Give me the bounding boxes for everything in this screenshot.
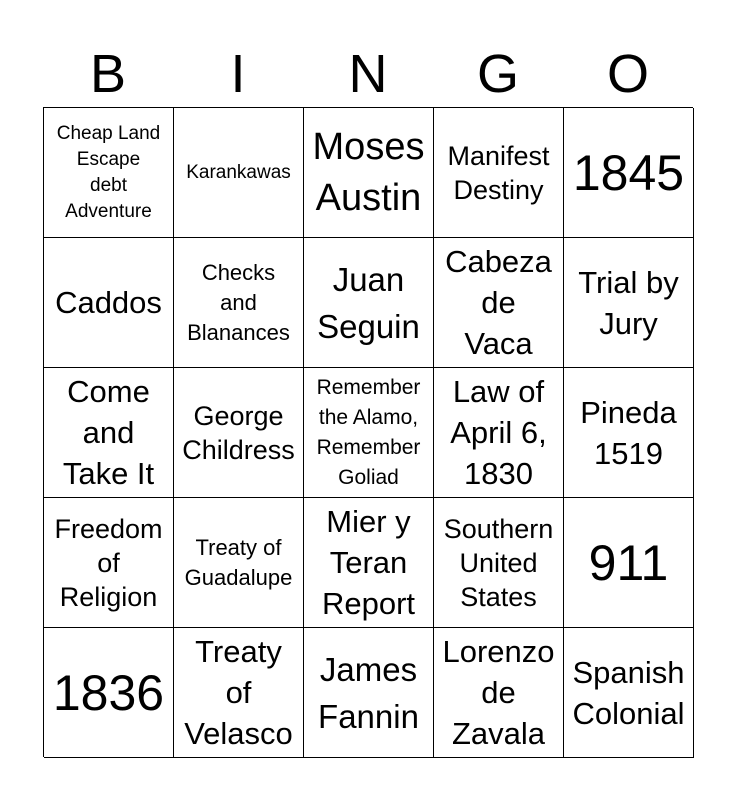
cell-text: Spanish Colonial [572,654,685,731]
cell-text: Southern United States [443,513,554,612]
cell-text: Come and Take It [62,374,155,491]
bingo-grid [43,107,693,757]
bingo-cell-r5-c5[interactable] [564,628,694,758]
bingo-cell-r3-c4[interactable] [434,368,564,498]
bingo-cell-r5-c3[interactable] [304,628,434,758]
cell-text: Manifest Destiny [447,140,550,205]
bingo-cell-r1-c5[interactable] [564,108,694,238]
cell-text: Karankawas [186,161,291,183]
bingo-cell-r2-c1[interactable] [44,238,174,368]
bingo-cell-r1-c1[interactable] [44,108,174,238]
cell-text: 911 [588,534,669,591]
cell-text: Cheap Land Escape debt Adventure [56,122,161,222]
bingo-cell-r3-c3[interactable] [304,368,434,498]
bingo-cell-r4-c1[interactable] [44,498,174,628]
bingo-cell-r2-c4[interactable] [434,238,564,368]
bingo-cell-r4-c4[interactable] [434,498,564,628]
cell-text: Pineda 1519 [580,394,677,471]
bingo-cell-r4-c2[interactable] [174,498,304,628]
bingo-cell-r1-c3[interactable] [304,108,434,238]
header-letter-n: N [348,44,388,104]
header-letter-o: O [606,44,649,104]
cell-text: George Childress [182,400,295,465]
cell-text: Cabeza de Vaca [445,244,552,361]
header-letter-i: I [230,44,246,104]
bingo-cell-r5-c2[interactable] [174,628,304,758]
bingo-cell-r3-c2[interactable] [174,368,304,498]
bingo-cell-r5-c4[interactable] [434,628,564,758]
bingo-cell-r4-c5[interactable] [564,498,694,628]
bingo-cell-r2-c3[interactable] [304,238,434,368]
cell-text: Freedom of Religion [54,513,163,612]
bingo-cell-r5-c1[interactable] [44,628,174,758]
cell-text: James Fannin [318,650,419,735]
bingo-cell-r1-c4[interactable] [434,108,564,238]
cell-text: 1836 [52,664,165,721]
cell-text: 1845 [572,144,685,201]
cell-text: Law of April 6, 1830 [450,374,547,491]
bingo-header [43,40,693,108]
cell-text: Checks and Blanances [187,259,290,345]
header-letter-b: B [89,44,127,104]
bingo-cell-r1-c2[interactable] [174,108,304,238]
bingo-cell-r2-c2[interactable] [174,238,304,368]
cell-text: Treaty of Velasco [184,634,293,751]
cell-text: Lorenzo de Zavala [442,634,555,751]
bingo-cell-r3-c1[interactable] [44,368,174,498]
cell-text: Mier y Teran Report [321,504,416,621]
cell-text: Moses Austin [312,125,425,219]
cell-text: Trial by Jury [578,264,679,341]
bingo-cell-r4-c3[interactable] [304,498,434,628]
cell-text: Remember the Alamo, Remember Goliad [316,375,421,489]
bingo-cell-r2-c5[interactable] [564,238,694,368]
cell-text: Caddos [55,284,162,320]
cell-text: Treaty of Guadalupe [184,534,293,590]
cell-text: Juan Seguin [317,260,420,345]
header-letter-g: G [476,44,519,104]
bingo-cell-r3-c5[interactable] [564,368,694,498]
